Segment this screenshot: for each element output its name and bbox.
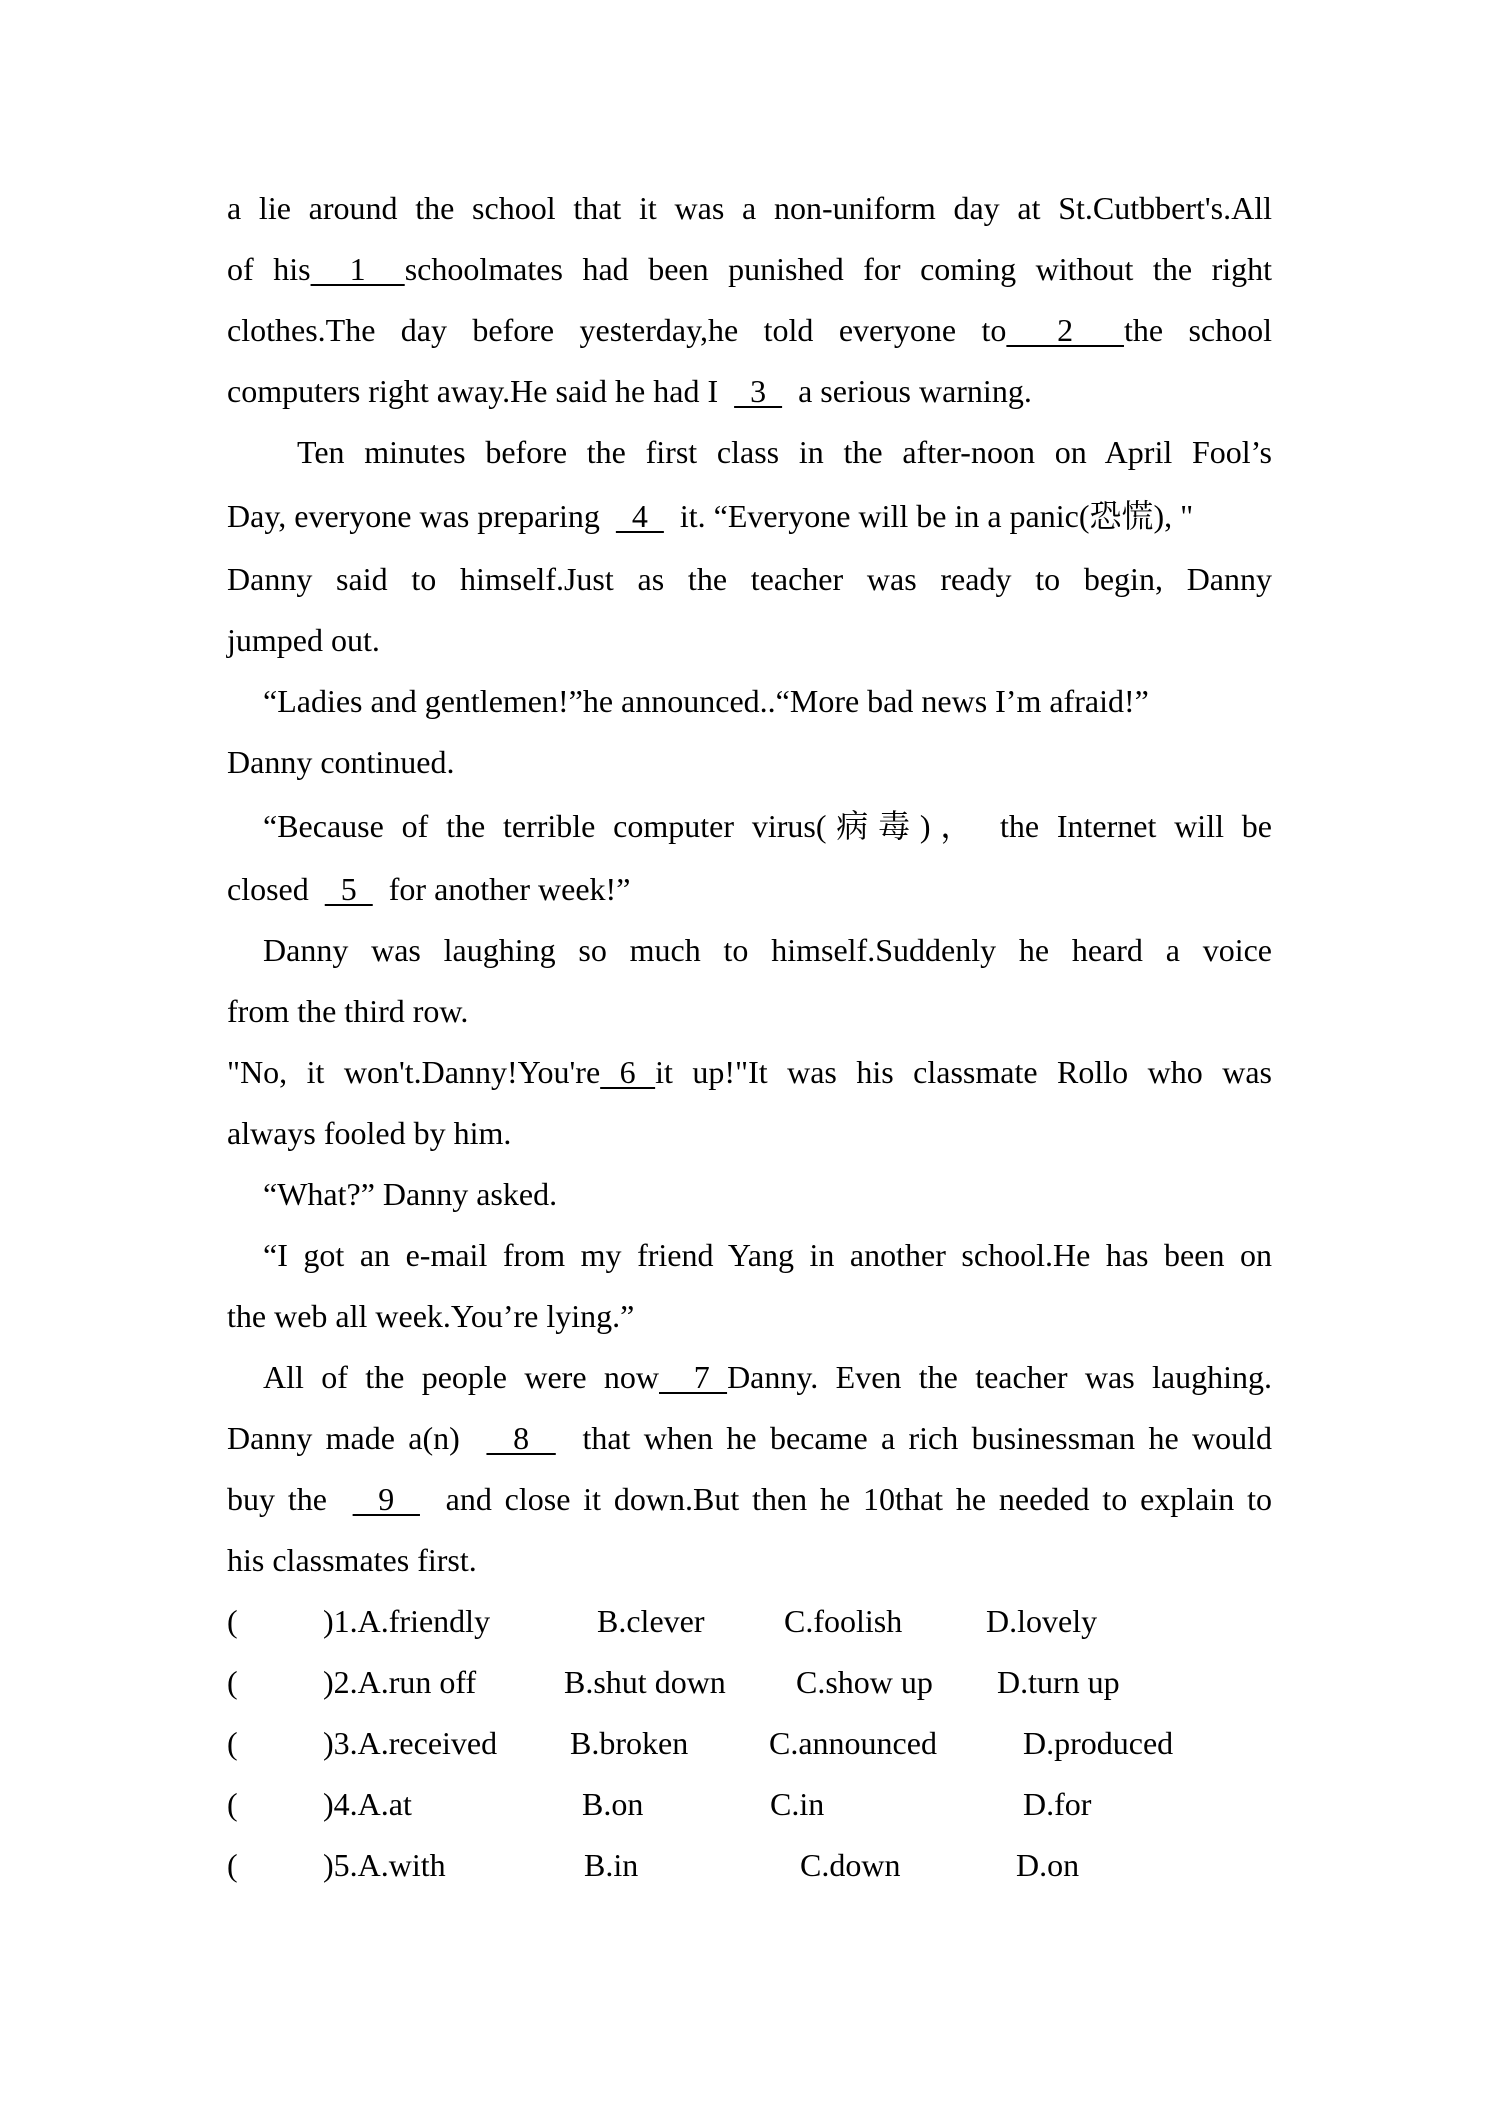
passage-line	[227, 920, 1272, 981]
option-b: B.in	[584, 1847, 639, 1883]
passage-line	[227, 1469, 1272, 1530]
passage-line	[227, 178, 1272, 239]
passage-text: clothes.The day before yesterday,he told everyone to	[227, 312, 1007, 348]
question-row	[227, 1835, 1272, 1896]
passage-text: "No, it won't.Danny!You're	[227, 1054, 601, 1090]
answer-paren: (	[227, 1725, 238, 1761]
blank-8: 8	[486, 1420, 556, 1456]
passage-line	[227, 793, 1272, 859]
option-a: )3.A.received	[323, 1725, 498, 1761]
passage-line	[227, 671, 1272, 732]
passage-text: always fooled by him.	[227, 1115, 512, 1151]
passage-line	[227, 981, 1272, 1042]
passage-line	[227, 1347, 1272, 1408]
option-d: D.turn up	[997, 1664, 1120, 1700]
option-c: C.foolish	[784, 1603, 903, 1639]
option-c: C.down	[800, 1847, 901, 1883]
passage-line	[227, 1225, 1272, 1286]
passage-text: his classmates first.	[227, 1542, 477, 1578]
passage-line	[227, 361, 1272, 422]
blank-4: 4	[615, 498, 664, 534]
answer-paren: (	[227, 1847, 238, 1883]
passage-text: that when he became a rich businessman he would	[555, 1420, 1273, 1456]
passage-text: of his	[227, 251, 311, 287]
option-d: D.produced	[1023, 1725, 1174, 1761]
question-row	[227, 1774, 1272, 1835]
blank-5: 5	[324, 871, 373, 907]
passage-text: Danny made a(n)	[227, 1420, 487, 1456]
passage-line	[227, 300, 1272, 361]
option-d: D.for	[1023, 1786, 1092, 1822]
passage-text: Danny continued.	[227, 744, 455, 780]
passage-line	[227, 732, 1272, 793]
passage-line	[227, 1530, 1272, 1591]
option-a: )4.A.at	[323, 1786, 412, 1822]
passage-line	[227, 1408, 1272, 1469]
option-a: )1.A.friendly	[323, 1603, 491, 1639]
passage-text: it up!"It was his classmate Rollo who was	[655, 1054, 1273, 1090]
passage-text: closed	[227, 871, 325, 907]
passage-line	[227, 549, 1272, 610]
passage-line	[227, 1286, 1272, 1347]
passage-line	[227, 483, 1272, 549]
blank-7: 7	[659, 1359, 728, 1395]
passage-line	[227, 1164, 1272, 1225]
passage-text: jumped out.	[227, 622, 380, 658]
option-c: C.announced	[769, 1725, 937, 1761]
passage-text: Ten minutes before the first class in the after-noon on April Fool’s	[297, 434, 1272, 470]
blank-6: 6	[600, 1054, 656, 1090]
question-row	[227, 1713, 1272, 1774]
passage-line	[227, 1042, 1272, 1103]
answer-paren: (	[227, 1664, 238, 1700]
option-d: D.on	[1016, 1847, 1080, 1883]
option-b: B.broken	[570, 1725, 689, 1761]
passage-text: it. “Everyone will be in a panic(恐慌), "	[663, 498, 1194, 534]
passage-text: schoolmates had been punished for coming without the right	[404, 251, 1273, 287]
passage-text: Danny. Even the teacher was laughing.	[727, 1359, 1273, 1395]
passage-text: the web all week.You’re lying.”	[227, 1298, 635, 1334]
option-b: B.on	[582, 1786, 644, 1822]
passage-text: “Because of the terrible computer virus(病毒)， the Internet will be	[263, 808, 1272, 844]
answer-paren: (	[227, 1603, 238, 1639]
passage-line	[227, 1103, 1272, 1164]
passage-text: and close it down.But then he 10that he needed to explain to	[419, 1481, 1273, 1517]
option-b: B.shut down	[564, 1664, 726, 1700]
option-b: B.clever	[597, 1603, 705, 1639]
passage-text: Day, everyone was preparing	[227, 498, 616, 534]
passage-line	[227, 239, 1272, 300]
question-row	[227, 1591, 1272, 1652]
blank-1: 1	[310, 251, 405, 287]
passage-text: All of the people were now	[263, 1359, 659, 1395]
passage-text: Danny was laughing so much to himself.Suddenly he heard a voice	[263, 932, 1272, 968]
passage-text: buy the	[227, 1481, 353, 1517]
passage-text: “What?” Danny asked.	[263, 1176, 558, 1212]
passage-text: Danny said to himself.Just as the teacher was ready to begin, Danny	[227, 561, 1272, 597]
passage-text: computers right away.He said he had I	[227, 373, 735, 409]
option-a: )2.A.run off	[323, 1664, 477, 1700]
option-d: D.lovely	[986, 1603, 1098, 1639]
document-page	[227, 178, 1272, 1896]
option-a: )5.A.with	[323, 1847, 446, 1883]
passage-text: “Ladies and gentlemen!”he announced..“More bad news I’m afraid!”	[263, 683, 1149, 719]
blank-2: 2	[1006, 312, 1124, 348]
passage-line	[227, 422, 1272, 483]
passage-text: a serious warning.	[782, 373, 1032, 409]
passage-text: “I got an e-mail from my friend Yang in another school.He has been on	[263, 1237, 1272, 1273]
passage-text: from the third row.	[227, 993, 469, 1029]
passage-line	[227, 610, 1272, 671]
option-c: C.show up	[796, 1664, 933, 1700]
passage-text: for another week!”	[372, 871, 631, 907]
option-c: C.in	[770, 1786, 825, 1822]
question-list	[227, 1591, 1272, 1896]
question-row	[227, 1652, 1272, 1713]
passage-text: the school	[1123, 312, 1273, 348]
blank-3: 3	[734, 373, 783, 409]
passage-line	[227, 859, 1272, 920]
answer-paren: (	[227, 1786, 238, 1822]
blank-9: 9	[352, 1481, 420, 1517]
passage-text: a lie around the school that it was a non-uniform day at St.Cutbbert's.All	[227, 190, 1272, 226]
